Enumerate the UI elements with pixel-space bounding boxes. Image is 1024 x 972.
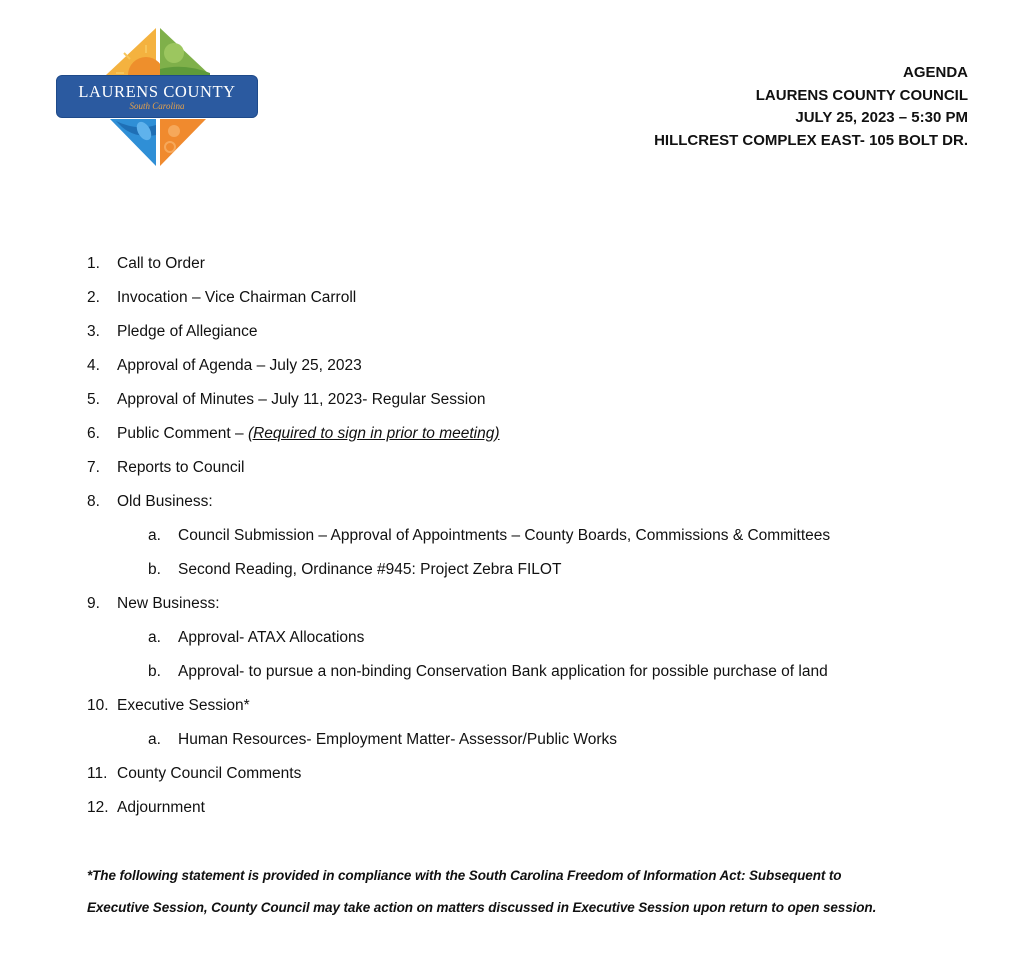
header-meeting-datetime: JULY 25, 2023 – 5:30 PM bbox=[795, 109, 968, 126]
agenda-item bbox=[0, 593, 1024, 627]
item-text: Executive Session* bbox=[117, 697, 250, 714]
item-text: Invocation – Vice Chairman Carroll bbox=[117, 289, 357, 306]
agenda-item bbox=[0, 763, 1024, 797]
item-text: County Council Comments bbox=[117, 765, 302, 782]
subitem-letter: a. bbox=[148, 629, 161, 646]
item-text: Old Business: bbox=[117, 493, 213, 510]
agenda-item bbox=[0, 321, 1024, 355]
item-number: 2. bbox=[87, 289, 100, 306]
item-number: 7. bbox=[87, 459, 100, 476]
subitem-text: Approval- to pursue a non-binding Conservation Bank application for possible purchase of land bbox=[178, 663, 828, 680]
header-agenda-title: AGENDA bbox=[902, 64, 968, 81]
item-number: 10. bbox=[87, 697, 109, 714]
item-number: 11. bbox=[87, 765, 108, 782]
subitem-letter: b. bbox=[148, 663, 161, 680]
item-number: 1. bbox=[87, 255, 100, 272]
item-number: 8. bbox=[87, 493, 100, 510]
subitem-letter: a. bbox=[148, 527, 161, 544]
item-text: Adjournment bbox=[117, 799, 205, 816]
agenda-subitem bbox=[0, 559, 1024, 593]
item-text: Public Comment – bbox=[117, 425, 248, 442]
agenda-item bbox=[0, 457, 1024, 491]
item-text: New Business: bbox=[117, 595, 220, 612]
subitem-text: Council Submission – Approval of Appointments – County Boards, Commissions & Committees bbox=[178, 527, 831, 544]
agenda-item bbox=[0, 695, 1024, 729]
county-logo bbox=[56, 27, 260, 169]
subitem-text: Human Resources- Employment Matter- Assessor/Public Works bbox=[178, 731, 618, 748]
item-number: 6. bbox=[87, 425, 100, 442]
agenda-header bbox=[654, 62, 968, 152]
item-number: 12. bbox=[87, 799, 109, 816]
item-text: Approval of Minutes – July 11, 2023- Regular Session bbox=[117, 391, 486, 408]
agenda-item bbox=[0, 797, 1024, 831]
item-text: Approval of Agenda – July 25, 2023 bbox=[117, 357, 362, 374]
agenda-item bbox=[0, 389, 1024, 423]
logo-title: LAURENS COUNTY bbox=[78, 82, 236, 101]
agenda-item bbox=[0, 355, 1024, 389]
item-text: Pledge of Allegiance bbox=[117, 323, 258, 340]
item-number: 9. bbox=[87, 595, 100, 612]
logo-subtitle: South Carolina bbox=[129, 101, 185, 111]
item-number: 4. bbox=[87, 357, 100, 374]
agenda-item bbox=[0, 423, 1024, 457]
item-text-wrapper bbox=[117, 423, 500, 445]
agenda-item bbox=[0, 287, 1024, 321]
item-text: Reports to Council bbox=[117, 459, 245, 476]
agenda-item bbox=[0, 491, 1024, 525]
header-meeting-location: HILLCREST COMPLEX EAST- 105 BOLT DR. bbox=[654, 131, 968, 149]
agenda-subitem bbox=[0, 661, 1024, 695]
logo-banner bbox=[56, 75, 258, 118]
foia-footnote bbox=[87, 860, 967, 924]
footnote-line-1: *The following statement is provided in compliance with the South Carolina Freedom of Information Act: Subsequent to bbox=[87, 868, 842, 883]
subitem-text: Second Reading, Ordinance #945: Project Zebra FILOT bbox=[178, 561, 562, 578]
subitem-letter: b. bbox=[148, 561, 161, 578]
sign-in-note: (Required to sign in prior to meeting) bbox=[247, 425, 500, 442]
subitem-letter: a. bbox=[148, 731, 161, 748]
header-council-name: LAURENS COUNTY COUNCIL bbox=[755, 86, 968, 104]
agenda-subitem bbox=[0, 627, 1024, 661]
agenda-subitem bbox=[0, 729, 1024, 763]
agenda-item bbox=[0, 253, 1024, 287]
item-number: 3. bbox=[87, 323, 100, 340]
agenda-list bbox=[0, 253, 1024, 831]
agenda-subitem bbox=[0, 525, 1024, 559]
item-number: 5. bbox=[87, 391, 100, 408]
footnote-line-2: Executive Session, County Council may take action on matters discussed in Executive Session upon return to open session. bbox=[87, 900, 877, 915]
item-text: Call to Order bbox=[117, 255, 205, 272]
subitem-text: Approval- ATAX Allocations bbox=[178, 629, 365, 646]
